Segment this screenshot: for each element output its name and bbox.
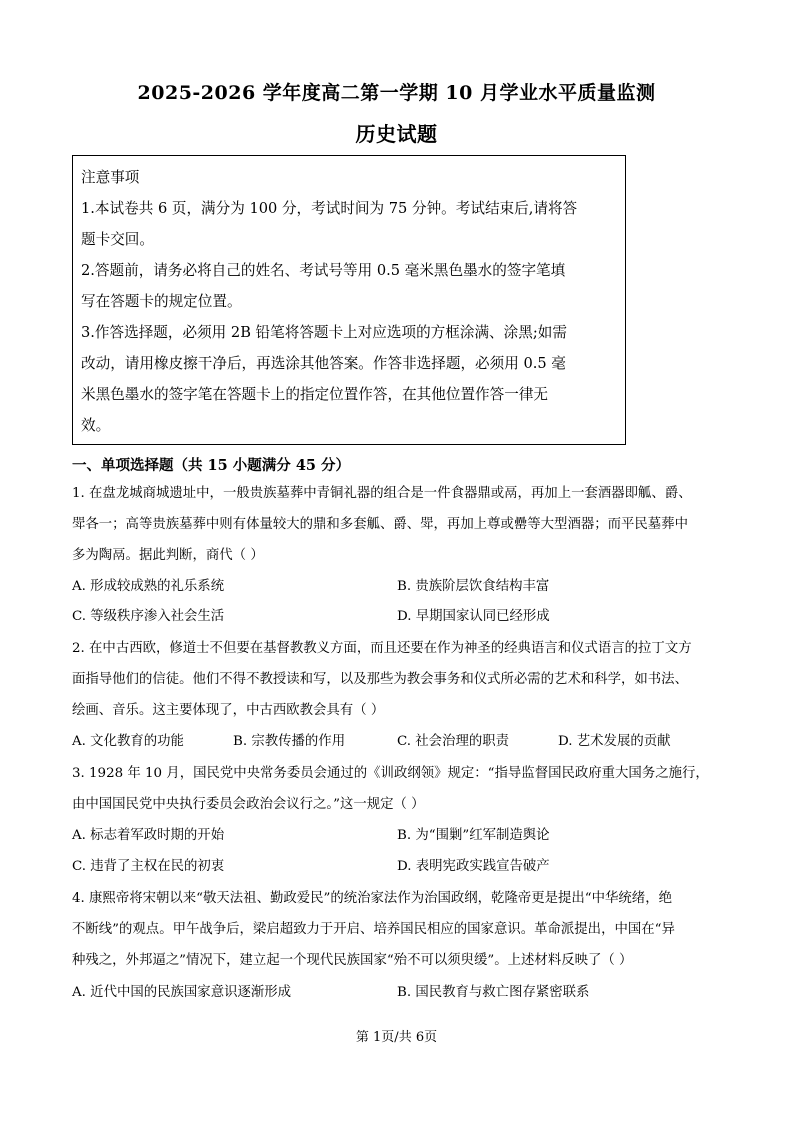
notice-line: 2.答题前，请务必将自己的姓名、考试号等用 0.5 毫米黑色墨水的签字笔填: [81, 262, 566, 279]
question-1-option-d: D. 早期国家认同已经形成: [397, 609, 550, 624]
question-4-text: 4. 康熙帝将宋朝以来“敬天法祖、勤政爱民”的统治家法作为治国政纲，乾隆帝更是提出“中华统绪，绝: [72, 891, 672, 906]
question-4-option-b: B. 国民教育与救亡图存紧密联系: [397, 985, 590, 1000]
notice-line: 题卡交回。: [81, 231, 154, 248]
page-number: 第 1页/共 6页: [355, 1030, 438, 1045]
question-1-option-a: A. 形成较成熟的礼乐系统: [72, 579, 225, 594]
question-2-option-b: B. 宗教传播的作用: [233, 734, 346, 749]
question-4-text: 不断线”的观点。甲午战争后，梁启超致力于开启、培养国民相应的国家意识。革命派提出，中国在“异: [72, 922, 675, 937]
question-2-text: 2. 在中古西欧，修道士不但要在基督教教义方面，而且还要在作为神圣的经典语言和仪式语言的拉丁文方: [72, 641, 692, 656]
question-4-text: 种残之，外邦逼之”情况下，建立起一个现代民族国家“殆不可以须臾缓”。上述材料反映了（ ）: [72, 953, 633, 968]
question-1-text: 1. 在盘龙城商城遗址中，一般贵族墓葬中青铜礼器的组合是一件食器鼎或鬲，再加上一套酒器即觚、爵、: [72, 486, 692, 501]
question-2-option-c: C. 社会治理的职责: [397, 734, 510, 749]
question-1-text: 多为陶鬲。据此判断，商代（ ）: [72, 548, 264, 563]
notice-line: 写在答题卡的规定位置。: [81, 293, 242, 310]
notice-line: 3.作答选择题，必须用 2B 铅笔将答题卡上对应选项的方框涂满、涂黑;如需: [81, 324, 567, 341]
question-2-option-a: A. 文化教育的功能: [72, 734, 184, 749]
question-2-text: 面指导他们的信徒。他们不得不教授读和写，以及那些为教会事务和仪式所必需的艺术和科学，如书法、: [72, 672, 688, 687]
notice-line: 1.本试卷共 6 页，满分为 100 分，考试时间为 75 分钟。考试结束后,请将答: [81, 200, 578, 217]
question-3-option-b: B. 为“围剿”红军制造舆论: [397, 828, 550, 843]
question-1-option-c: C. 等级秩序渗入社会生活: [72, 609, 225, 624]
question-3-option-a: A. 标志着军政时期的开始: [72, 828, 225, 843]
question-1-option-b: B. 贵族阶层饮食结构丰富: [397, 579, 550, 594]
exam-subject: 历史试题: [355, 122, 438, 146]
question-3-text: 由中国国民党中央执行委员会政治会议行之。”这一规定（ ）: [72, 797, 425, 812]
question-3-text: 3. 1928 年 10 月，国民党中央常务委员会通过的《训政纲领》规定：“指导监督国民政府重大国务之施行，: [72, 766, 709, 781]
question-2-option-d: D. 艺术发展的贡献: [558, 734, 671, 749]
question-4-option-a: A. 近代中国的民族国家意识逐渐形成: [72, 985, 292, 1000]
section-title: 一、单项选择题（共 15 小题满分 45 分）: [72, 457, 351, 474]
question-2-text: 绘画、音乐。这主要体现了，中古西欧教会具有（ ）: [72, 703, 385, 718]
question-3-option-d: D. 表明宪政实践宣告破产: [397, 859, 550, 874]
question-1-text: 斝各一；高等贵族墓葬中则有体量较大的鼎和多套觚、爵、斝，再加上尊或罍等大型酒器；而平民墓葬中: [72, 517, 688, 532]
notice-box: [72, 155, 626, 445]
exam-title: 2025-2026 学年度高二第一学期 10 月学业水平质量监测: [137, 82, 656, 104]
notice-heading: 注意事项: [81, 169, 140, 186]
notice-line: 效。: [81, 417, 111, 434]
question-3-option-c: C. 违背了主权在民的初衷: [72, 859, 225, 874]
notice-line: 改动，请用橡皮擦干净后，再选涂其他答案。作答非选择题，必须用 0.5 毫: [81, 355, 566, 372]
notice-line: 米黑色墨水的签字笔在答题卡上的指定位置作答，在其他位置作答一律无: [81, 386, 549, 403]
